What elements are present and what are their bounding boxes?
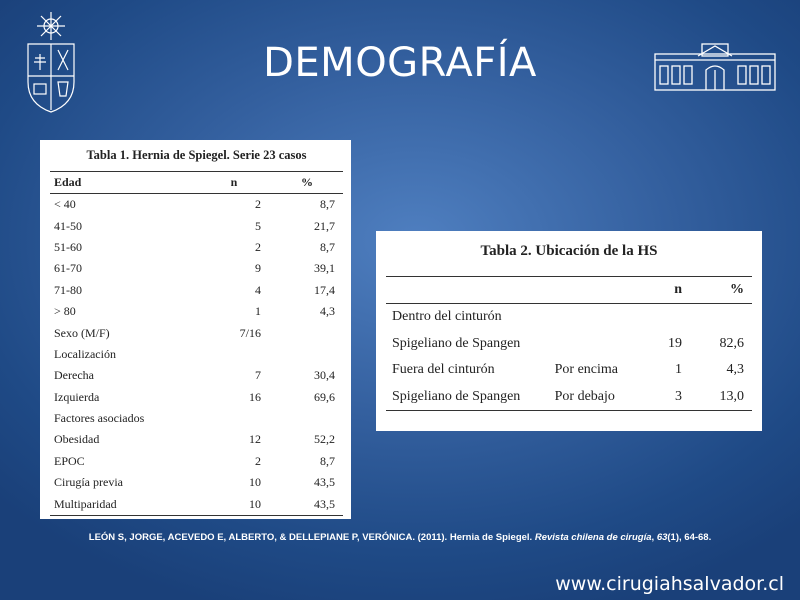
row-n: 2	[255, 239, 261, 254]
row-n: 1	[675, 362, 682, 378]
row-location: Spigeliano de Spangen	[392, 335, 521, 351]
row-label: Factores asociados	[54, 411, 145, 426]
table1-header-pct: %	[271, 172, 343, 194]
row-label: < 40	[54, 197, 76, 212]
row-n	[197, 344, 271, 365]
table1-header-edad: Edad	[50, 172, 197, 194]
row-n: 19	[668, 335, 682, 351]
table1-panel	[40, 140, 351, 519]
row-pct: 43,5	[314, 475, 335, 490]
row-pct: 8,7	[320, 197, 335, 212]
row-pct	[271, 408, 343, 429]
table-row	[50, 237, 343, 258]
table-row	[50, 472, 343, 493]
row-position: Por debajo	[549, 384, 636, 411]
row-pct: 82,6	[719, 335, 744, 351]
table-row	[386, 384, 752, 411]
table2-header-n: n	[636, 277, 688, 304]
table2	[386, 241, 752, 411]
row-pct: 8,7	[320, 239, 335, 254]
row-pct: 39,1	[314, 261, 335, 276]
table-row	[50, 322, 343, 343]
table-row	[50, 301, 343, 322]
row-label: 51-60	[54, 239, 82, 254]
row-n: 7	[255, 368, 261, 383]
row-label: Izquierda	[54, 389, 100, 404]
citation	[0, 532, 800, 543]
table2-panel	[376, 231, 762, 431]
table2-header-blank	[386, 277, 549, 304]
table-row	[50, 429, 343, 450]
row-n	[636, 304, 688, 331]
table-row	[50, 280, 343, 301]
citation-volume: 63	[656, 532, 668, 543]
row-label: EPOC	[54, 453, 85, 468]
table-row	[50, 408, 343, 429]
row-n: 1	[255, 304, 261, 319]
row-position: Por encima	[554, 362, 618, 378]
row-pct: 52,2	[314, 432, 335, 447]
row-n: 16	[249, 389, 261, 404]
hospital-building-icon	[654, 40, 776, 92]
row-pct: 8,7	[320, 453, 335, 468]
citation-journal: Revista chilena de cirugía	[534, 532, 652, 543]
table1-caption: Tabla 1. Hernia de Spiegel. Serie 23 casos	[86, 148, 307, 162]
row-label: 71-80	[54, 282, 82, 297]
row-pct: 69,6	[314, 389, 335, 404]
row-position	[549, 304, 636, 331]
table2-header-pct: %	[688, 277, 752, 304]
row-pct	[271, 322, 343, 343]
row-label: 41-50	[54, 218, 82, 233]
row-pct	[271, 344, 343, 365]
row-label: Localización	[54, 346, 116, 361]
table-row	[386, 331, 752, 358]
citation-issue-pages: (1), 64-68.	[667, 532, 712, 543]
citation-separator: ,	[651, 532, 657, 543]
table-row	[50, 258, 343, 279]
row-label: > 80	[54, 304, 76, 319]
row-pct: 4,3	[726, 362, 744, 378]
table2-caption: Tabla 2. Ubicación de la HS	[480, 243, 658, 259]
row-pct: 30,4	[314, 368, 335, 383]
row-pct: 43,5	[271, 493, 343, 515]
row-n: 10	[197, 493, 271, 515]
row-pct	[688, 304, 752, 331]
row-pct: 21,7	[314, 218, 335, 233]
row-location: Fuera del cinturón	[392, 362, 495, 378]
table-row	[386, 304, 752, 331]
row-n: 9	[255, 261, 261, 276]
row-label: 61-70	[54, 261, 82, 276]
table-row	[50, 387, 343, 408]
table1-header-n: n	[197, 172, 271, 194]
row-pct: 13,0	[688, 384, 752, 411]
row-n: 5	[255, 218, 261, 233]
row-n: 3	[636, 384, 688, 411]
row-n: 12	[249, 432, 261, 447]
row-n: 2	[255, 197, 261, 212]
row-label: Sexo (M/F)	[54, 325, 110, 340]
slide-title: DEMOGRAFÍA	[263, 40, 537, 86]
row-n: 10	[249, 475, 261, 490]
row-pct: 4,3	[320, 304, 335, 319]
row-location: Dentro del cinturón	[392, 309, 502, 325]
table-row	[50, 194, 343, 216]
row-position	[549, 331, 636, 358]
row-pct: 17,4	[314, 282, 335, 297]
row-label: Multiparidad	[50, 493, 197, 515]
row-n: 2	[255, 453, 261, 468]
row-n: 4	[255, 282, 261, 297]
row-label: Obesidad	[54, 432, 100, 447]
website-url: www.cirugiahsalvador.cl	[555, 573, 784, 595]
row-label: Derecha	[54, 368, 94, 383]
table-row	[50, 493, 343, 515]
table2-header-blank	[549, 277, 636, 304]
row-n	[197, 408, 271, 429]
row-location: Spigeliano de Spangen	[386, 384, 549, 411]
citation-authors: LEÓN S, JORGE, ACEVEDO E, ALBERTO, & DELLEPIANE P, VERÓNICA. (2011). Hernia de Spiegel.	[88, 532, 535, 543]
table-row	[50, 344, 343, 365]
row-n: 7/16	[239, 325, 261, 340]
row-label: Cirugía previa	[54, 475, 123, 490]
table1	[50, 148, 343, 516]
table-row	[50, 451, 343, 472]
table-row	[50, 365, 343, 386]
table-row	[50, 215, 343, 236]
table-row	[386, 357, 752, 384]
